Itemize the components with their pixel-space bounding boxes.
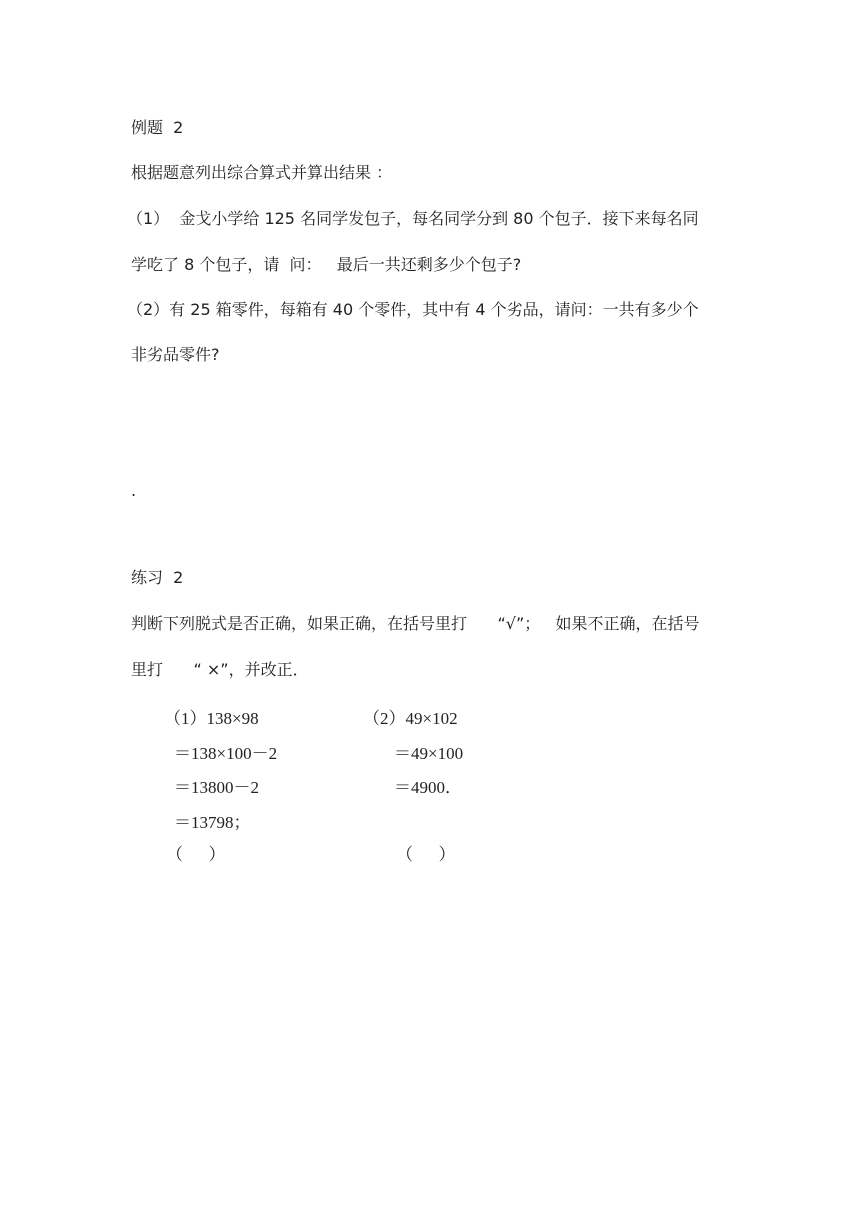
example-question-2-line-2: 非劣品零件? xyxy=(131,345,220,364)
practice-instruction-line-1: 判断下列脱式是否正确，如果正确，在括号里打 “√”； 如果不正确，在括号 xyxy=(131,614,700,633)
practice-title: 练习 2 xyxy=(131,568,184,587)
problem-1-step-1: ＝138×100－2 xyxy=(174,744,278,763)
problem-2-answer-box: （ ） xyxy=(396,845,456,864)
problem-1-expression: （1）138×98 xyxy=(164,709,259,728)
example-question-1-line-1: （1） 金戈小学给 125 名同学发包子，每名同学分到 80 个包子．接下来每名同 xyxy=(127,209,699,228)
stray-dot: . xyxy=(131,481,137,500)
example-title: 例题 2 xyxy=(131,118,184,137)
problem-1-step-3: ＝13798； xyxy=(174,813,251,832)
example-instruction: 根据题意列出综合算式并算出结果 ： xyxy=(131,163,393,182)
example-question-2-line-1: （2）有 25 箱零件，每箱有 40 个零件，其中有 4 个劣品，请问：一共有多少个 xyxy=(127,300,699,319)
problem-2-expression: （2）49×102 xyxy=(363,709,458,728)
problem-2-step-1: ＝49×100 xyxy=(394,744,464,763)
practice-instruction-line-2: 里打 “ ×”，并改正． xyxy=(131,660,309,679)
problem-1-answer-box: （ ） xyxy=(166,845,226,864)
problem-2-step-2: ＝4900． xyxy=(394,778,462,797)
example-question-1-line-2: 学吃了 8 个包子，请 问： 最后一共还剩多少个包子? xyxy=(131,255,522,274)
problem-1-step-2: ＝13800－2 xyxy=(174,778,259,797)
